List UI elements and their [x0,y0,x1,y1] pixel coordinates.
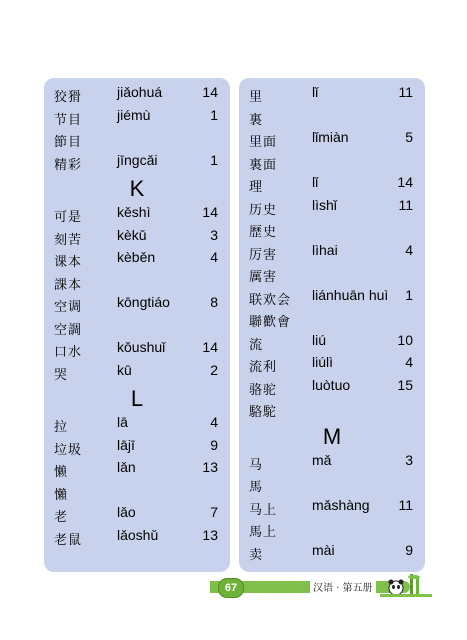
glossary-column-left [44,78,230,572]
entry-lesson-number: 10 [397,331,413,348]
entry-pinyin: lā [117,414,128,430]
entry-hanzi: 哭 [54,367,69,383]
entry-hanzi: 課本 [54,277,83,293]
entry-lesson-number: 4 [210,414,218,430]
glossary-entry [44,249,230,272]
glossary-entry [239,152,425,175]
glossary-entry [239,542,425,565]
entry-hanzi: 厉害 [249,247,278,263]
entry-lesson-number: 3 [405,451,413,468]
entry-lesson-number: 2 [210,361,218,378]
entry-hanzi: 狡猾 [54,90,83,105]
entry-pinyin: lǐ [312,84,319,100]
entry-pinyin: jiǎohuá [117,84,163,100]
glossary-entry [239,309,425,332]
entry-pinyin: mǎshàng [312,496,370,513]
glossary-entry [239,377,425,400]
entry-hanzi: 流 [249,337,264,353]
entry-pinyin: lājī [117,436,135,453]
glossary-entry [44,294,230,317]
entry-pinyin: lǎo [117,504,136,520]
entry-lesson-number: 14 [397,174,413,190]
entry-lesson-number: 4 [210,249,218,265]
entry-pinyin: kǒushuǐ [117,339,166,355]
entry-pinyin: kěshì [117,204,151,220]
entry-lesson-number: 13 [202,526,218,543]
glossary-entry [239,519,425,542]
entry-pinyin: kōngtiáo [117,294,170,310]
glossary-entry [44,459,230,482]
glossary-entry [239,242,425,265]
entry-hanzi: 馬 [249,480,264,495]
glossary-entry [239,332,425,355]
section-letter: K [129,176,145,201]
entry-hanzi: 刻苦 [54,232,83,248]
glossary-entry [44,362,230,385]
entry-hanzi: 可是 [54,210,83,225]
entry-pinyin: lìshǐ [312,196,337,213]
glossary-entry [239,474,425,497]
glossary-entry [239,497,425,520]
entry-pinyin: mǎ [312,451,332,468]
entry-hanzi: 马 [249,457,264,473]
entry-hanzi: 老 [54,510,69,525]
entry-lesson-number: 7 [210,504,218,520]
entry-lesson-number: 13 [202,459,218,475]
entry-hanzi: 口水 [54,345,83,360]
glossary-entry [239,354,425,377]
entry-lesson-number: 5 [405,129,413,145]
entry-hanzi: 流利 [249,360,278,375]
entry-pinyin: liánhuān huì [312,286,389,303]
entry-pinyin: mài [312,541,335,558]
glossary-entry [44,152,230,175]
panda-bamboo-decoration-icon [380,572,432,598]
entry-pinyin: lǎn [117,459,136,475]
glossary-entry [44,339,230,362]
entry-lesson-number: 11 [398,84,413,100]
entry-hanzi: 聯歡會 [249,315,292,330]
glossary-entry [239,264,425,287]
entry-hanzi: 垃圾 [54,442,83,458]
entry-lesson-number: 3 [210,226,218,243]
entry-lesson-number: 14 [202,339,218,355]
book-title: 汉语 · 第五册 [310,579,376,594]
section-letter: L [130,386,144,411]
entry-pinyin: jīngcǎi [117,151,158,168]
glossary-entry [44,317,230,340]
entry-lesson-number: 14 [202,84,218,100]
glossary-entry [239,452,425,475]
glossary-entry [44,84,230,107]
entry-hanzi: 懶 [54,487,69,503]
glossary-entry [44,437,230,460]
entry-pinyin: luòtuo [312,376,351,393]
entry-hanzi: 老鼠 [54,532,83,548]
glossary-entry [44,504,230,527]
section-letter-row [44,174,230,204]
entry-hanzi: 骆驼 [249,382,278,398]
entry-pinyin: lǐmiàn [312,129,349,145]
entry-hanzi: 马上 [249,502,278,518]
entry-hanzi: 駱駝 [249,405,278,420]
glossary-entry [44,527,230,550]
entry-pinyin: kū [117,361,132,378]
entry-hanzi: 联欢会 [249,292,292,308]
entry-hanzi: 厲害 [249,270,278,285]
glossary-entry [44,107,230,130]
entry-hanzi: 历史 [249,202,278,218]
entry-hanzi: 節目 [54,135,83,150]
glossary-entry [239,129,425,152]
glossary-entry [239,197,425,220]
entry-lesson-number: 1 [210,106,218,123]
glossary-entry [239,107,425,130]
glossary-entry [44,227,230,250]
glossary-entry [44,204,230,227]
entry-hanzi: 里 [249,90,264,105]
glossary-entry [44,272,230,295]
entry-hanzi: 歷史 [249,225,278,240]
entry-lesson-number: 11 [398,496,413,513]
glossary-entry [44,414,230,437]
entry-hanzi: 理 [249,180,264,195]
entry-hanzi: 卖 [249,547,264,563]
section-letter-row [239,422,425,452]
entry-hanzi: 课本 [54,255,83,270]
glossary-entry [239,174,425,197]
entry-pinyin: kèběn [117,249,156,265]
glossary-column-right [239,78,425,572]
entry-lesson-number: 4 [405,354,413,370]
entry-hanzi: 裏 [249,112,264,128]
entry-hanzi: 空調 [54,322,83,338]
entry-pinyin: lǎoshǔ [117,526,159,543]
entry-lesson-number: 9 [210,436,218,453]
section-letter: M [322,423,342,449]
entry-hanzi: 里面 [249,135,278,150]
entry-hanzi: 馬上 [249,525,278,540]
entry-pinyin: jiémù [117,106,151,123]
glossary-entry [239,287,425,310]
entry-lesson-number: 8 [210,294,218,310]
entry-lesson-number: 4 [405,241,413,258]
glossary-entry [239,219,425,242]
entry-pinyin: lìhai [312,241,338,258]
entry-pinyin: liú [312,331,327,348]
page-footer [210,578,440,598]
entry-lesson-number: 11 [398,196,413,213]
glossary-entry [239,399,425,422]
glossary-entry [44,129,230,152]
glossary-entry [44,482,230,505]
entry-hanzi: 拉 [54,420,69,435]
entry-hanzi: 裏面 [249,157,278,173]
entry-lesson-number: 1 [405,286,413,303]
entry-pinyin: liúlì [312,354,334,370]
entry-lesson-number: 9 [405,541,413,558]
section-letter-row [44,384,230,414]
entry-pinyin: lǐ [312,174,319,190]
entry-pinyin: kèkǔ [117,226,147,243]
entry-lesson-number: 1 [210,151,218,168]
entry-hanzi: 空调 [54,300,83,315]
entry-hanzi: 懒 [54,465,69,480]
glossary-entry [239,84,425,107]
entry-hanzi: 节目 [54,112,83,128]
page-number: 67 [218,578,244,598]
entry-lesson-number: 14 [202,204,218,220]
entry-hanzi: 精彩 [54,157,83,173]
entry-lesson-number: 15 [397,376,413,393]
